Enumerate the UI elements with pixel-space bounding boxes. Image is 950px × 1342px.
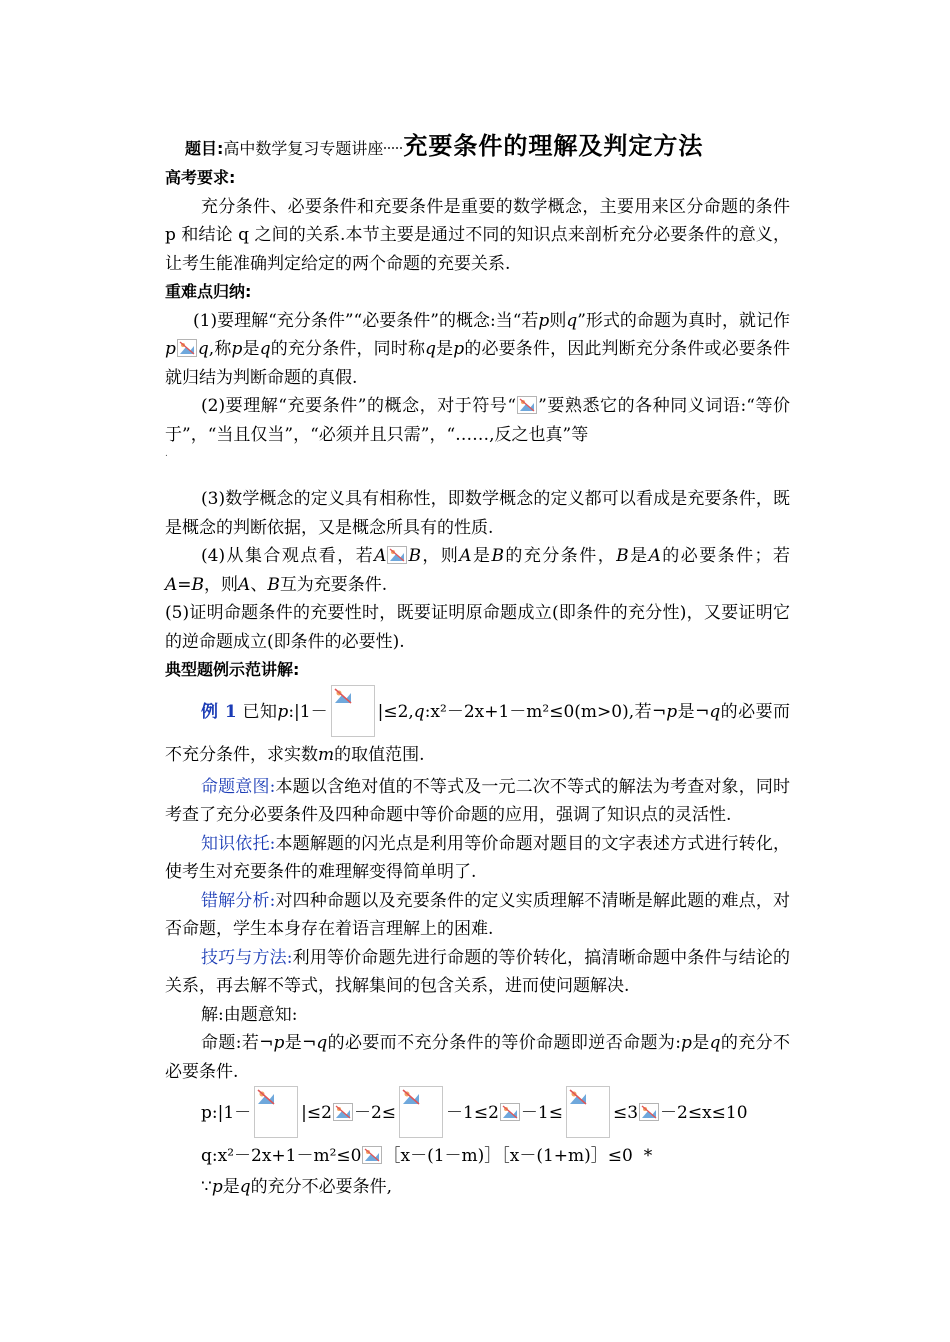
section-heading-examples: 典型题例示范讲解: <box>165 660 300 679</box>
intent-label: 命题意图: <box>201 776 276 797</box>
subset-symbol-icon <box>387 546 407 564</box>
iff-symbol-icon <box>517 396 537 414</box>
implies-symbol-icon <box>362 1146 382 1164</box>
solution-line-2: 命题:若¬p是¬q的必要而不充分条件的等价命题即逆否命题为:p是q的充分不必要条件. <box>165 1033 790 1082</box>
fraction-image-icon <box>566 1086 610 1138</box>
fraction-image-icon <box>254 1086 298 1138</box>
title-line <box>165 128 790 164</box>
key-point-3: (3)数学概念的定义具有相称性，即数学概念的定义都可以看成是充要条件，既是概念的判断依据，又是概念所具有的性质. <box>165 489 790 538</box>
page-title: 充要条件的理解及判定方法 <box>403 132 704 160</box>
section-heading-key-points: 重难点归纳: <box>165 282 252 301</box>
example-1: 例 1 已知p:|1－ |≤2,q:x²－2x+1－m²≤0(m>0),若¬p是¬q的必要而不充分条件，求实数m的取值范围. <box>165 685 790 773</box>
requirements-paragraph: 充分条件、必要条件和充要条件是重要的数学概念，主要用来区分命题的条件 p 和结论 q 之间的关系.本节主要是通过不同的知识点来剖析充分必要条件的意义，让考生能准确判定给定的两个命题的充要关系. <box>165 196 790 274</box>
implies-symbol-icon <box>333 1103 353 1121</box>
implies-symbol-icon <box>639 1103 659 1121</box>
error-label: 错解分析: <box>201 890 276 911</box>
spacer <box>165 469 790 485</box>
error-paragraph: 错解分析:对四种命题以及充要条件的定义实质理解不清晰是解此题的难点，对否命题，学生本身存在着语言理解上的困难. <box>165 890 791 939</box>
key-point-5: (5)证明命题条件的充要性时，既要证明原命题成立(即条件的充分性)，又要证明它的逆命题成立(即条件的必要性). <box>165 603 790 652</box>
implies-symbol-icon <box>177 339 197 357</box>
fraction-image-icon <box>331 685 375 737</box>
since-line: ∵p是q的充分不必要条件, <box>201 1177 393 1197</box>
title-dots <box>384 147 402 149</box>
implies-symbol-icon <box>500 1103 520 1121</box>
skill-label: 技巧与方法: <box>201 947 293 968</box>
solution-line-1: 解:由题意知: <box>201 1004 298 1025</box>
basis-label: 知识依托: <box>201 833 276 854</box>
example-label: 例 1 <box>201 701 237 722</box>
document-page <box>165 128 790 1202</box>
basis-paragraph: 知识依托:本题解题的闪光点是利用等价命题对题目的文字表述方式进行转化，使考生对充要条件的难理解变得简单明了. <box>165 833 791 882</box>
title-label: 题目: <box>185 139 224 158</box>
key-point-1: (1)要理解“充分条件”“必要条件”的概念:当“若p则q”形式的命题为真时，就记作p q,称p是q的充分条件，同时称q是p的必要条件，因此判断充分条件或必要条件就归结为判断命题的真假. <box>165 310 791 388</box>
title-sub: 高中数学复习专题讲座 <box>223 139 384 158</box>
intent-paragraph: 命题意图:本题以含绝对值的不等式及一元二次不等式的解法为考查对象，同时考查了充分必要条件及四种命题中等价命题的应用，强调了知识点的灵活性. <box>165 776 791 825</box>
key-point-4: (4)从集合观点看，若A B，则A是B的充分条件，B是A的必要条件；若A=B，则A、B互为充要条件. <box>165 546 791 595</box>
equation-q: q:x²－2x+1－m²≤0 ［x－(1－m)］［x－(1+m)］≤0 * <box>201 1146 653 1166</box>
paragraph-mark: . <box>165 449 168 459</box>
skill-paragraph: 技巧与方法:利用等价命题先进行命题的等价转化，搞清晰命题中条件与结论的关系，再去解不等式，找解集间的包含关系，进而使问题解决. <box>165 947 791 996</box>
key-point-2: (2)要理解“充要条件”的概念，对于符号“ ”要熟悉它的各种同义词语:“等价于”，“当且仅当”，“必须并且只需”，“……,反之也真”等 <box>165 396 791 445</box>
section-heading-requirements: 高考要求: <box>165 168 236 187</box>
equation-p: p:|1－ |≤2 －2≤ －1≤2 －1≤ ≤3 －2≤x≤10 <box>165 1086 790 1139</box>
fraction-image-icon <box>399 1086 443 1138</box>
